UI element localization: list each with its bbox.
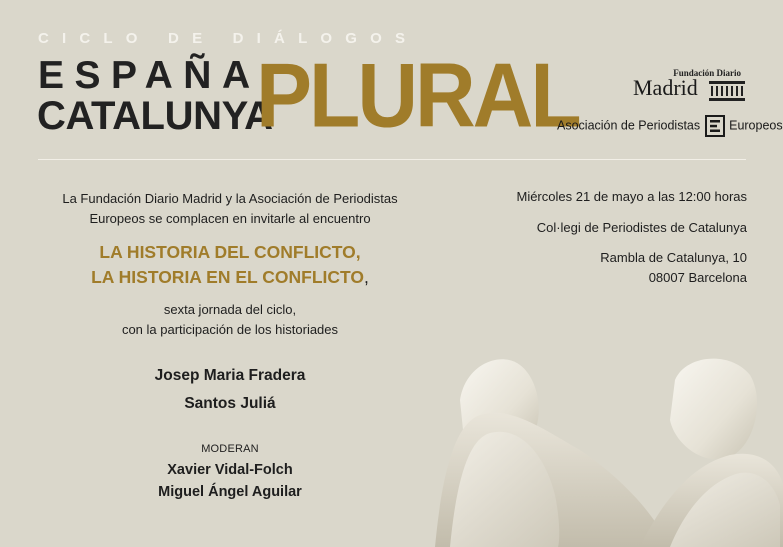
title-plural: PLURAL [256,44,579,147]
speaker-name: Josep Maria Fradera [154,367,306,384]
event-title [0,240,460,290]
event-title-line-2-wrap [0,265,460,290]
title-espana: ESPAÑA [38,54,261,97]
title-catalunya: CATALUNYA [37,94,273,138]
event-venue: Col·legi de Periodistes de Catalunya [536,220,747,235]
asociacion-periodistas-logo [557,115,783,137]
speakers-list [0,362,460,418]
intro-line-2: Europeos se complacen en invitarle al encuentro [89,211,371,226]
asociacion-name-part1: Asociación de Periodistas [557,118,701,133]
cycle-label: CICLO DE DIÁLOGOS [38,30,419,47]
session-line-2: con la participación de los historiades [121,322,339,337]
event-title-comma: , [364,267,369,287]
fundacion-logo-small-text: Fundación Diario [673,68,741,78]
event-title-line-2: LA HISTORIA EN EL CONFLICTO [91,267,364,287]
ape-emblem-icon [705,115,725,137]
speaker-name: Santos Juliá [184,395,276,412]
event-title-line-1: LA HISTORIA DEL CONFLICTO, [99,242,361,262]
sculpture-image [430,345,783,547]
moderator-name: Miguel Ángel Aguilar [158,484,302,500]
session-description [0,300,460,340]
fundacion-diario-madrid-logo [633,68,747,99]
asociacion-name-part2: Europeos [729,118,783,133]
invitation-intro [0,189,460,229]
intro-line-1: La Fundación Diario Madrid y la Asociación de Periodistas [62,191,398,206]
moderators-list [0,459,460,503]
address-line-2: 08007 Barcelona [648,270,747,285]
moderators-label: MODERAN [201,443,259,455]
address-line-1: Rambla de Catalunya, 10 [600,250,747,265]
session-line-1: sexta jornada del ciclo, [163,302,297,317]
moderator-name: Xavier Vidal-Folch [167,462,293,478]
event-address [600,248,747,288]
event-date: Miércoles 21 de mayo a las 12:00 horas [516,189,747,204]
fundacion-logo-big-text: Madrid [633,75,698,100]
building-icon [709,79,745,101]
header-divider [38,159,746,160]
